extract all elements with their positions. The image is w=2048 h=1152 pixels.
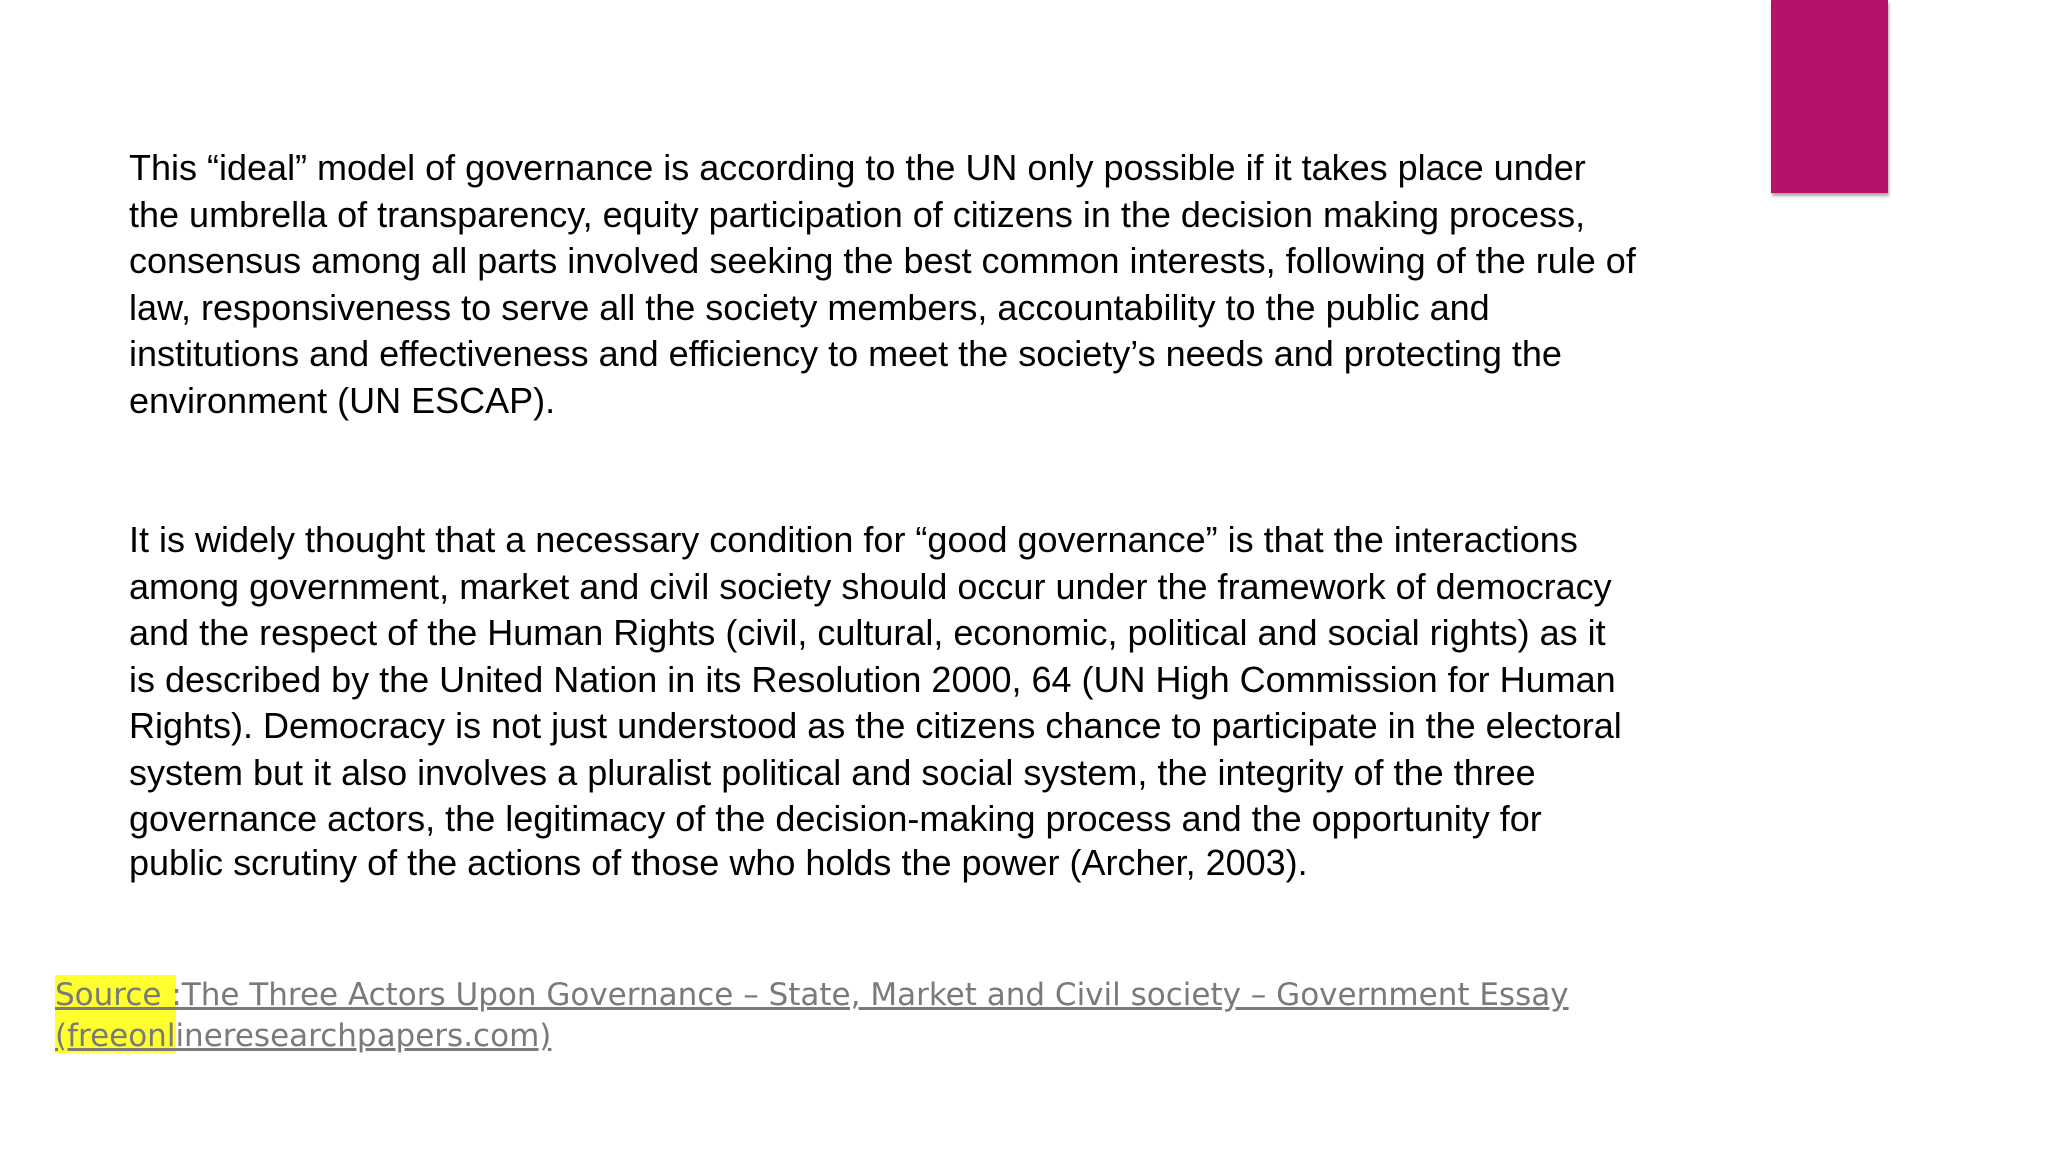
text-line: is described by the United Nation in its Resolution 2000, 64 (UN High Commission for Human xyxy=(129,658,1616,700)
accent-bar xyxy=(1771,0,1888,193)
text-line: This “ideal” model of governance is according to the UN only possible if it takes place under xyxy=(129,147,1586,188)
text-line: consensus among all parts involved seeking the best common interests, following of the rule of xyxy=(129,240,1636,281)
source-link-line-2: (freeonlineresearchpapers.com) xyxy=(55,1018,552,1054)
source-label: Source : xyxy=(55,977,182,1013)
text-line: It is widely thought that a necessary condition for “good governance” is that the interactions xyxy=(129,519,1578,560)
text-line: among government, market and civil society should occur under the framework of democracy xyxy=(129,565,1612,607)
text-line: system but it also involves a pluralist political and social system, the integrity of the three xyxy=(129,751,1536,793)
paragraph-good-governance xyxy=(129,517,1769,883)
source-citation xyxy=(55,975,1655,1057)
text-line: law, responsiveness to serve all the society members, accountability to the public and xyxy=(129,286,1490,328)
text-line: public scrutiny of the actions of those who holds the power (Archer, 2003). xyxy=(129,841,1308,883)
text-line: the umbrella of transparency, equity participation of citizens in the decision making process, xyxy=(129,193,1586,235)
text-line: environment (UN ESCAP). xyxy=(129,379,556,421)
text-line: governance actors, the legitimacy of the decision-making process and the opportunity for xyxy=(129,798,1542,839)
paragraph-governance-model xyxy=(129,145,1769,424)
source-link[interactable] xyxy=(55,977,1569,1054)
source-link-line-1: The Three Actors Upon Governance – State, Market and Civil society – Government Essay xyxy=(181,977,1569,1013)
text-line: Rights). Democracy is not just understood as the citizens chance to participate in the electoral xyxy=(129,705,1622,746)
text-line: institutions and effectiveness and efficiency to meet the society’s needs and protecting the xyxy=(129,333,1562,374)
text-line: and the respect of the Human Rights (civil, cultural, economic, political and social rights) as it xyxy=(129,612,1606,653)
